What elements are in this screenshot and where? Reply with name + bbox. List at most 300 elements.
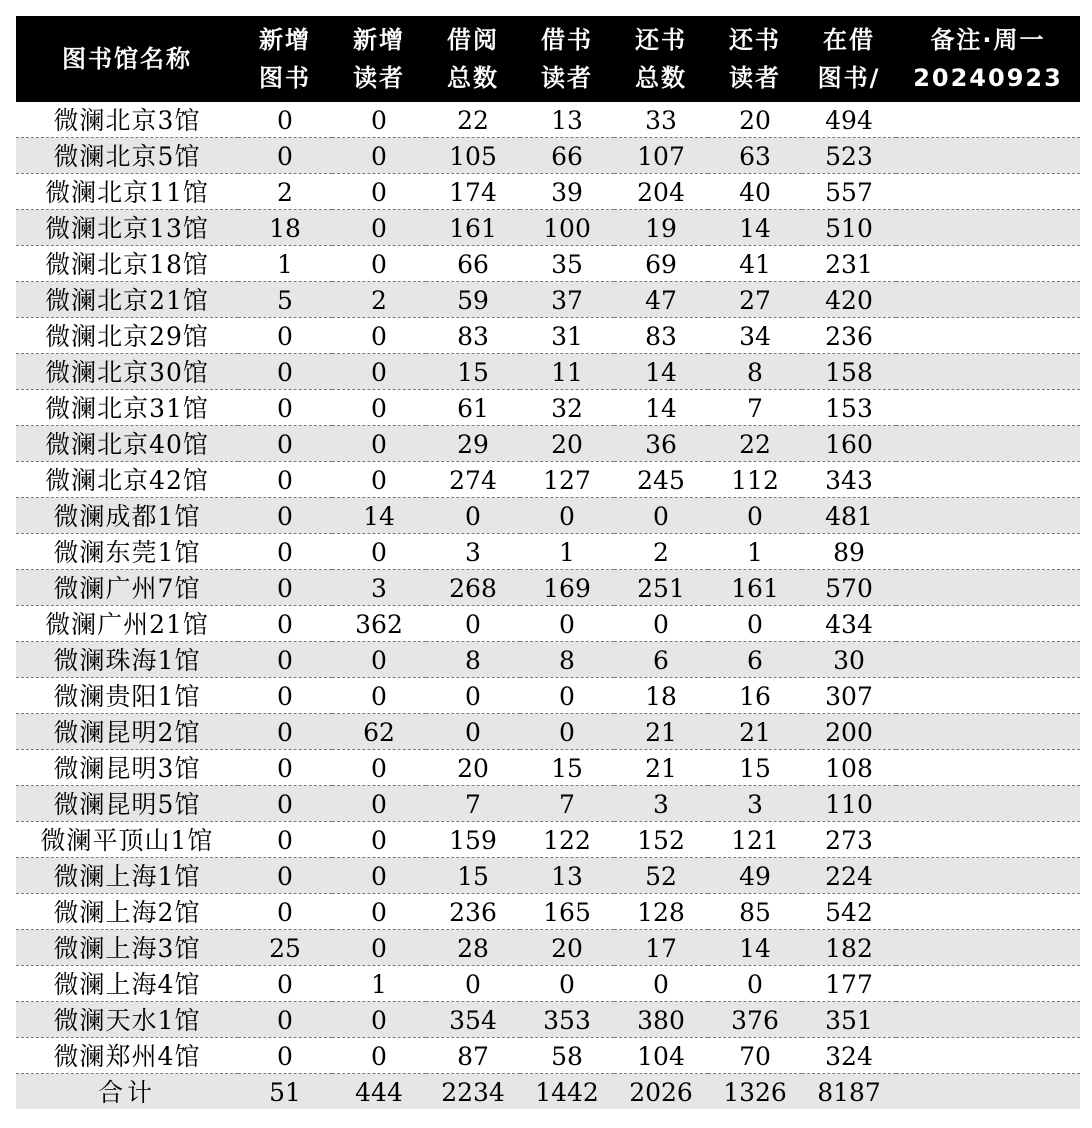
new-readers-cell: 0 (332, 642, 426, 678)
new-readers-cell: 0 (332, 174, 426, 210)
returning-readers-cell: 14 (708, 210, 802, 246)
new-books-cell: 0 (238, 138, 332, 174)
new-readers-cell: 0 (332, 318, 426, 354)
library-name-cell: 微澜北京13馆 (16, 210, 238, 246)
total-borrows-cell: 0 (426, 966, 520, 1002)
borrowing-readers-cell: 165 (520, 894, 614, 930)
total-new-readers-cell: 444 (332, 1074, 426, 1110)
library-name-cell: 微澜北京31馆 (16, 390, 238, 426)
books-on-loan-cell: 307 (802, 678, 896, 714)
table-row (16, 678, 1080, 714)
new-books-cell: 0 (238, 966, 332, 1002)
new-books-cell: 0 (238, 570, 332, 606)
table-row (16, 498, 1080, 534)
header-text-line: 图书/ (817, 64, 881, 92)
header-text-line: 总数 (635, 64, 687, 92)
table-row (16, 786, 1080, 822)
new-readers-cell: 0 (332, 138, 426, 174)
library-name-cell: 微澜上海4馆 (16, 966, 238, 1002)
remarks-cell (896, 714, 1080, 750)
total-returns-cell: 18 (614, 678, 708, 714)
total-returns-cell: 3 (614, 786, 708, 822)
new-books-cell: 0 (238, 534, 332, 570)
borrowing-readers-cell: 37 (520, 282, 614, 318)
header-text-line: 新增 (353, 26, 405, 54)
returning-readers-cell: 49 (708, 858, 802, 894)
remarks-cell (896, 318, 1080, 354)
new-readers-cell: 0 (332, 750, 426, 786)
new-books-cell: 0 (238, 678, 332, 714)
total-borrows-cell: 0 (426, 714, 520, 750)
total-borrows-cell: 7 (426, 786, 520, 822)
returning-readers-cell: 0 (708, 606, 802, 642)
borrowing-readers-cell: 100 (520, 210, 614, 246)
table-row (16, 858, 1080, 894)
total-borrows-cell: 61 (426, 390, 520, 426)
borrowing-readers-cell: 66 (520, 138, 614, 174)
new-books-cell: 0 (238, 750, 332, 786)
books-on-loan-cell: 108 (802, 750, 896, 786)
total-returns-cell: 245 (614, 462, 708, 498)
total-returns-cell: 152 (614, 822, 708, 858)
table-header (16, 16, 1080, 102)
total-new-books-cell: 51 (238, 1074, 332, 1110)
new-readers-cell: 0 (332, 678, 426, 714)
total-total-borrows-cell: 2234 (426, 1074, 520, 1110)
total-returns-cell: 2 (614, 534, 708, 570)
total-returns-cell: 104 (614, 1038, 708, 1074)
returning-readers-cell: 6 (708, 642, 802, 678)
books-on-loan-cell: 351 (802, 1002, 896, 1038)
borrowing-readers-cell: 0 (520, 714, 614, 750)
new-books-cell: 0 (238, 354, 332, 390)
total-borrows-cell: 29 (426, 426, 520, 462)
remarks-cell (896, 534, 1080, 570)
column-header-new-readers (332, 16, 426, 102)
remarks-cell (896, 210, 1080, 246)
library-name-cell: 微澜平顶山1馆 (16, 822, 238, 858)
remarks-cell (896, 138, 1080, 174)
library-name-cell: 微澜北京5馆 (16, 138, 238, 174)
remarks-cell (896, 966, 1080, 1002)
table-row (16, 426, 1080, 462)
new-readers-cell: 0 (332, 858, 426, 894)
table-row (16, 1038, 1080, 1074)
new-books-cell: 1 (238, 246, 332, 282)
total-returning-readers-cell: 1326 (708, 1074, 802, 1110)
total-borrows-cell: 28 (426, 930, 520, 966)
total-returns-cell: 33 (614, 102, 708, 138)
total-returns-cell: 380 (614, 1002, 708, 1038)
new-readers-cell: 0 (332, 210, 426, 246)
new-books-cell: 0 (238, 642, 332, 678)
new-books-cell: 2 (238, 174, 332, 210)
new-readers-cell: 3 (332, 570, 426, 606)
total-borrows-cell: 83 (426, 318, 520, 354)
total-borrows-cell: 354 (426, 1002, 520, 1038)
books-on-loan-cell: 557 (802, 174, 896, 210)
table-row (16, 462, 1080, 498)
remarks-cell (896, 426, 1080, 462)
total-returns-cell: 0 (614, 606, 708, 642)
books-on-loan-cell: 343 (802, 462, 896, 498)
borrowing-readers-cell: 169 (520, 570, 614, 606)
remarks-cell (896, 606, 1080, 642)
library-name-cell: 微澜广州7馆 (16, 570, 238, 606)
total-borrows-cell: 59 (426, 282, 520, 318)
library-stats-table (16, 16, 1080, 1109)
books-on-loan-cell: 231 (802, 246, 896, 282)
remarks-cell (896, 858, 1080, 894)
remarks-cell (896, 102, 1080, 138)
total-borrows-cell: 15 (426, 858, 520, 894)
remarks-cell (896, 1002, 1080, 1038)
new-books-cell: 0 (238, 894, 332, 930)
table-row (16, 750, 1080, 786)
total-returns-cell: 0 (614, 966, 708, 1002)
total-borrows-cell: 105 (426, 138, 520, 174)
header-text-line: 还书 (729, 26, 781, 54)
remarks-cell (896, 786, 1080, 822)
new-books-cell: 0 (238, 426, 332, 462)
table-row (16, 642, 1080, 678)
table-row (16, 282, 1080, 318)
total-borrows-cell: 87 (426, 1038, 520, 1074)
new-readers-cell: 14 (332, 498, 426, 534)
books-on-loan-cell: 158 (802, 354, 896, 390)
returning-readers-cell: 40 (708, 174, 802, 210)
total-returns-cell: 47 (614, 282, 708, 318)
returning-readers-cell: 21 (708, 714, 802, 750)
borrowing-readers-cell: 32 (520, 390, 614, 426)
total-borrows-cell: 161 (426, 210, 520, 246)
borrowing-readers-cell: 8 (520, 642, 614, 678)
total-returns-cell: 19 (614, 210, 708, 246)
total-borrows-cell: 0 (426, 606, 520, 642)
table-row (16, 606, 1080, 642)
total-returns-cell: 21 (614, 714, 708, 750)
new-books-cell: 0 (238, 1002, 332, 1038)
books-on-loan-cell: 510 (802, 210, 896, 246)
borrowing-readers-cell: 20 (520, 426, 614, 462)
new-readers-cell: 0 (332, 102, 426, 138)
borrowing-readers-cell: 0 (520, 498, 614, 534)
total-borrows-cell: 274 (426, 462, 520, 498)
borrowing-readers-cell: 31 (520, 318, 614, 354)
books-on-loan-cell: 523 (802, 138, 896, 174)
table-row (16, 894, 1080, 930)
books-on-loan-cell: 324 (802, 1038, 896, 1074)
books-on-loan-cell: 160 (802, 426, 896, 462)
header-text-line: 备注·周一 (930, 26, 1046, 54)
total-borrowing-readers-cell: 1442 (520, 1074, 614, 1110)
total-returns-cell: 0 (614, 498, 708, 534)
returning-readers-cell: 16 (708, 678, 802, 714)
borrowing-readers-cell: 11 (520, 354, 614, 390)
header-text-line: 借书 (541, 26, 593, 54)
library-name-cell: 微澜北京11馆 (16, 174, 238, 210)
library-name-cell: 微澜北京40馆 (16, 426, 238, 462)
returning-readers-cell: 7 (708, 390, 802, 426)
returning-readers-cell: 376 (708, 1002, 802, 1038)
books-on-loan-cell: 182 (802, 930, 896, 966)
total-borrows-cell: 15 (426, 354, 520, 390)
books-on-loan-cell: 434 (802, 606, 896, 642)
new-readers-cell: 62 (332, 714, 426, 750)
returning-readers-cell: 0 (708, 498, 802, 534)
table-row (16, 1002, 1080, 1038)
header-text-line: 读者 (729, 64, 781, 92)
total-borrows-cell: 236 (426, 894, 520, 930)
total-returns-cell: 251 (614, 570, 708, 606)
remarks-cell (896, 1038, 1080, 1074)
new-books-cell: 0 (238, 714, 332, 750)
library-name-cell: 微澜北京3馆 (16, 102, 238, 138)
new-books-cell: 25 (238, 930, 332, 966)
returning-readers-cell: 3 (708, 786, 802, 822)
table-row (16, 354, 1080, 390)
new-readers-cell: 0 (332, 354, 426, 390)
new-books-cell: 0 (238, 498, 332, 534)
total-returns-cell: 14 (614, 390, 708, 426)
column-header-books-on-loan (802, 16, 896, 102)
new-readers-cell: 0 (332, 930, 426, 966)
returning-readers-cell: 14 (708, 930, 802, 966)
remarks-cell (896, 930, 1080, 966)
header-text-line: 还书 (635, 26, 687, 54)
library-name-cell: 微澜珠海1馆 (16, 642, 238, 678)
table-row (16, 102, 1080, 138)
library-name-cell: 微澜昆明2馆 (16, 714, 238, 750)
total-returns-cell: 107 (614, 138, 708, 174)
table-row (16, 210, 1080, 246)
library-name-cell: 微澜北京21馆 (16, 282, 238, 318)
borrowing-readers-cell: 0 (520, 606, 614, 642)
borrowing-readers-cell: 15 (520, 750, 614, 786)
total-label-cell: 合计 (16, 1074, 238, 1110)
total-borrows-cell: 66 (426, 246, 520, 282)
borrowing-readers-cell: 20 (520, 930, 614, 966)
table-row (16, 534, 1080, 570)
returning-readers-cell: 121 (708, 822, 802, 858)
table-row (16, 390, 1080, 426)
total-borrows-cell: 0 (426, 498, 520, 534)
total-returns-cell: 14 (614, 354, 708, 390)
borrowing-readers-cell: 13 (520, 102, 614, 138)
remarks-cell (896, 570, 1080, 606)
new-books-cell: 5 (238, 282, 332, 318)
remarks-cell (896, 894, 1080, 930)
new-readers-cell: 2 (332, 282, 426, 318)
library-name-cell: 微澜北京30馆 (16, 354, 238, 390)
books-on-loan-cell: 89 (802, 534, 896, 570)
returning-readers-cell: 34 (708, 318, 802, 354)
header-text-line: 新增 (259, 26, 311, 54)
library-name-cell: 微澜北京29馆 (16, 318, 238, 354)
library-name-cell: 微澜东莞1馆 (16, 534, 238, 570)
column-header-borrowing-readers (520, 16, 614, 102)
library-name-cell: 微澜北京42馆 (16, 462, 238, 498)
library-name-cell: 微澜天水1馆 (16, 1002, 238, 1038)
total-returns-cell: 21 (614, 750, 708, 786)
remarks-cell (896, 498, 1080, 534)
returning-readers-cell: 8 (708, 354, 802, 390)
borrowing-readers-cell: 122 (520, 822, 614, 858)
returning-readers-cell: 63 (708, 138, 802, 174)
total-borrows-cell: 3 (426, 534, 520, 570)
returning-readers-cell: 161 (708, 570, 802, 606)
new-readers-cell: 0 (332, 1002, 426, 1038)
library-name-cell: 微澜郑州4馆 (16, 1038, 238, 1074)
total-borrows-cell: 8 (426, 642, 520, 678)
returning-readers-cell: 112 (708, 462, 802, 498)
borrowing-readers-cell: 58 (520, 1038, 614, 1074)
table-row (16, 246, 1080, 282)
new-books-cell: 0 (238, 390, 332, 426)
remarks-cell (896, 354, 1080, 390)
column-header-new-books (238, 16, 332, 102)
column-header-library-name (16, 16, 238, 102)
borrowing-readers-cell: 7 (520, 786, 614, 822)
total-returns-cell: 52 (614, 858, 708, 894)
new-readers-cell: 0 (332, 246, 426, 282)
new-readers-cell: 0 (332, 1038, 426, 1074)
total-total-returns-cell: 2026 (614, 1074, 708, 1110)
borrowing-readers-cell: 0 (520, 966, 614, 1002)
column-header-returning-readers (708, 16, 802, 102)
returning-readers-cell: 15 (708, 750, 802, 786)
books-on-loan-cell: 110 (802, 786, 896, 822)
total-borrows-cell: 174 (426, 174, 520, 210)
total-returns-cell: 128 (614, 894, 708, 930)
returning-readers-cell: 85 (708, 894, 802, 930)
header-text-line: 读者 (541, 64, 593, 92)
column-header-remarks (896, 16, 1080, 102)
remarks-cell (896, 246, 1080, 282)
new-books-cell: 0 (238, 318, 332, 354)
new-books-cell: 18 (238, 210, 332, 246)
books-on-loan-cell: 273 (802, 822, 896, 858)
books-on-loan-cell: 224 (802, 858, 896, 894)
library-name-cell: 微澜上海2馆 (16, 894, 238, 930)
library-name-cell: 微澜昆明3馆 (16, 750, 238, 786)
books-on-loan-cell: 494 (802, 102, 896, 138)
remarks-cell (896, 390, 1080, 426)
column-header-total-borrows (426, 16, 520, 102)
new-readers-cell: 0 (332, 462, 426, 498)
header-text-line: 20240923 (913, 64, 1063, 92)
returning-readers-cell: 22 (708, 426, 802, 462)
table-row (16, 570, 1080, 606)
library-name-cell: 微澜贵阳1馆 (16, 678, 238, 714)
borrowing-readers-cell: 35 (520, 246, 614, 282)
table-row (16, 714, 1080, 750)
returning-readers-cell: 70 (708, 1038, 802, 1074)
books-on-loan-cell: 153 (802, 390, 896, 426)
total-borrows-cell: 159 (426, 822, 520, 858)
new-books-cell: 0 (238, 102, 332, 138)
table-row (16, 174, 1080, 210)
library-name-cell: 微澜广州21馆 (16, 606, 238, 642)
library-name-cell: 微澜上海1馆 (16, 858, 238, 894)
borrowing-readers-cell: 353 (520, 1002, 614, 1038)
total-returns-cell: 6 (614, 642, 708, 678)
table-row (16, 822, 1080, 858)
new-books-cell: 0 (238, 1038, 332, 1074)
borrowing-readers-cell: 1 (520, 534, 614, 570)
returning-readers-cell: 0 (708, 966, 802, 1002)
total-borrows-cell: 20 (426, 750, 520, 786)
new-readers-cell: 0 (332, 426, 426, 462)
remarks-cell (896, 822, 1080, 858)
new-readers-cell: 0 (332, 534, 426, 570)
header-text-line: 图书馆名称 (62, 45, 192, 73)
total-returns-cell: 17 (614, 930, 708, 966)
header-text-line: 读者 (353, 64, 405, 92)
header-text-line: 图书 (259, 64, 311, 92)
returning-readers-cell: 27 (708, 282, 802, 318)
new-books-cell: 0 (238, 858, 332, 894)
header-text-line: 在借 (823, 26, 875, 54)
new-readers-cell: 1 (332, 966, 426, 1002)
table-row (16, 930, 1080, 966)
books-on-loan-cell: 200 (802, 714, 896, 750)
total-remarks-cell (896, 1074, 1080, 1110)
new-books-cell: 0 (238, 822, 332, 858)
books-on-loan-cell: 177 (802, 966, 896, 1002)
books-on-loan-cell: 542 (802, 894, 896, 930)
returning-readers-cell: 1 (708, 534, 802, 570)
total-returns-cell: 36 (614, 426, 708, 462)
borrowing-readers-cell: 127 (520, 462, 614, 498)
books-on-loan-cell: 570 (802, 570, 896, 606)
returning-readers-cell: 41 (708, 246, 802, 282)
library-name-cell: 微澜成都1馆 (16, 498, 238, 534)
table-body (16, 102, 1080, 1109)
new-readers-cell: 0 (332, 894, 426, 930)
total-returns-cell: 83 (614, 318, 708, 354)
table-row (16, 318, 1080, 354)
header-row (16, 16, 1080, 102)
total-books-on-loan-cell: 8187 (802, 1074, 896, 1110)
table-row (16, 138, 1080, 174)
total-borrows-cell: 22 (426, 102, 520, 138)
header-text-line: 总数 (447, 64, 499, 92)
new-readers-cell: 0 (332, 786, 426, 822)
column-header-total-returns (614, 16, 708, 102)
table-row (16, 966, 1080, 1002)
header-text-line: 借阅 (447, 26, 499, 54)
library-name-cell: 微澜北京18馆 (16, 246, 238, 282)
borrowing-readers-cell: 13 (520, 858, 614, 894)
borrowing-readers-cell: 0 (520, 678, 614, 714)
total-borrows-cell: 268 (426, 570, 520, 606)
remarks-cell (896, 750, 1080, 786)
books-on-loan-cell: 236 (802, 318, 896, 354)
remarks-cell (896, 462, 1080, 498)
new-books-cell: 0 (238, 606, 332, 642)
total-returns-cell: 69 (614, 246, 708, 282)
new-readers-cell: 0 (332, 390, 426, 426)
books-on-loan-cell: 481 (802, 498, 896, 534)
total-borrows-cell: 0 (426, 678, 520, 714)
remarks-cell (896, 282, 1080, 318)
borrowing-readers-cell: 39 (520, 174, 614, 210)
books-on-loan-cell: 420 (802, 282, 896, 318)
books-on-loan-cell: 30 (802, 642, 896, 678)
total-row (16, 1074, 1080, 1110)
new-readers-cell: 0 (332, 822, 426, 858)
